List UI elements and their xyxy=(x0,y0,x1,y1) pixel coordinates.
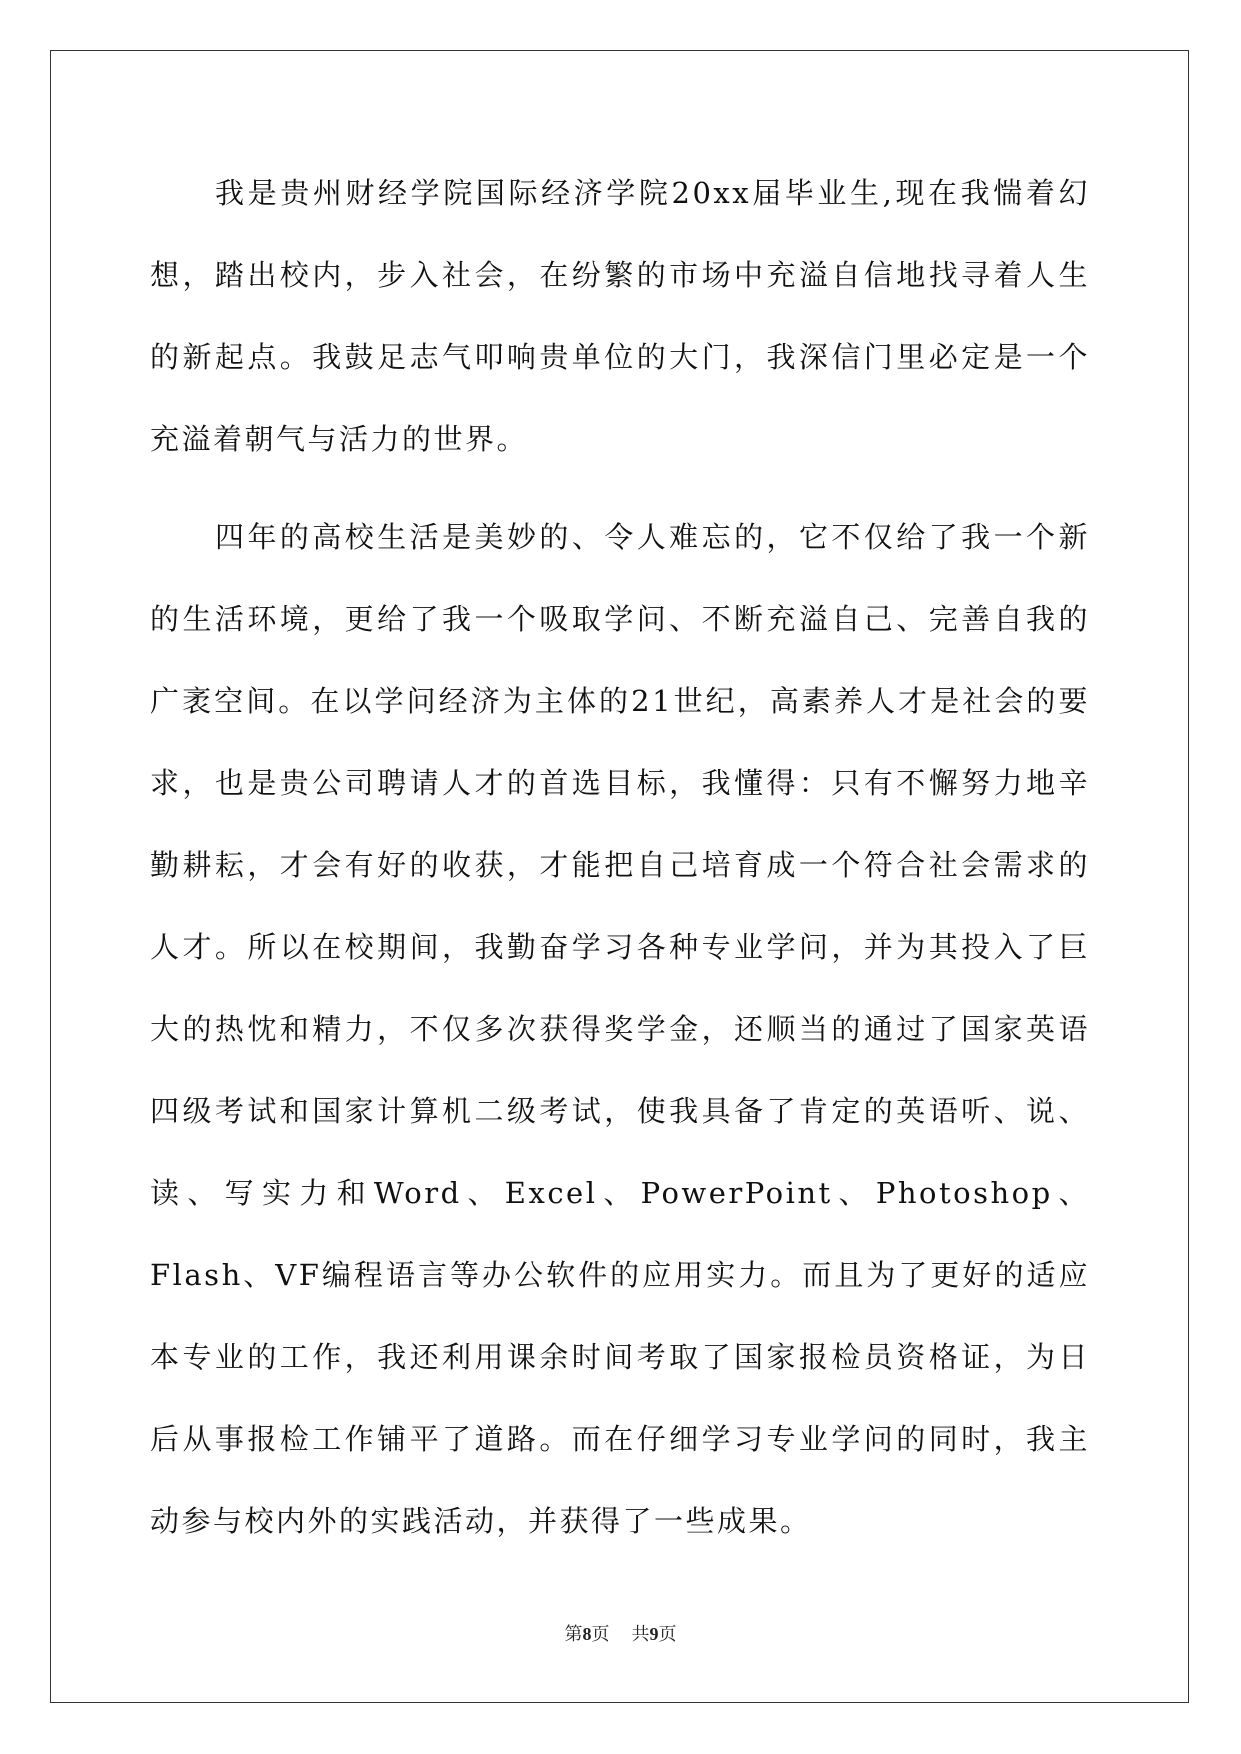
paragraph-university-life: 四年的高校生活是美妙的、令人难忘的，它不仅给了我一个新的生活环境，更给了我一个吸取学问、不断充溢自己、完善自我的广袤空间。在以学问经济为主体的21世纪，高素养人才是社会的要求，也是贵公司聘请人才的首选目标，我懂得：只有不懈努力地辛勤耕耘，才会有好的收获，才能把自己培育成一个符合社会需求的人才。所以在校期间，我勤奋学习各种专业学问，并为其投入了巨大的热忱和精力，不仅多次获得奖学金，还顺当的通过了国家英语四级考试和国家计算机二级考试，使我具备了肯定的英语听、说、读、写实力和Word、Excel、PowerPoint、Photoshop、Flash、VF编程语言等办公软件的应用实力。而且为了更好的适应本专业的工作，我还利用课余时间考取了国家报检员资格证，为日后从事报检工作铺平了道路。而在仔细学习专业学问的同时，我主动参与校内外的实践活动，并获得了一些成果。 xyxy=(150,520,1090,1538)
footer-page-total: 9 xyxy=(649,1624,659,1644)
document-body xyxy=(150,152,1090,1578)
footer-page-suffix: 页 xyxy=(591,1624,610,1645)
paragraph-intro: 我是贵州财经学院国际经济学院20xx届毕业生,现在我惴着幻想，踏出校内，步入社会，在纷繁的市场中充溢自信地找寻着人生的新起点。我鼓足志气叩响贵单位的大门，我深信门里必定是一个充溢着朝气与活力的世界。 xyxy=(150,176,1090,456)
footer-total-prefix: 共 xyxy=(631,1624,650,1645)
footer-total-suffix: 页 xyxy=(658,1624,677,1645)
page-footer xyxy=(0,1620,1241,1646)
footer-page-prefix: 第 xyxy=(564,1624,583,1645)
footer-page-current: 8 xyxy=(582,1624,592,1644)
